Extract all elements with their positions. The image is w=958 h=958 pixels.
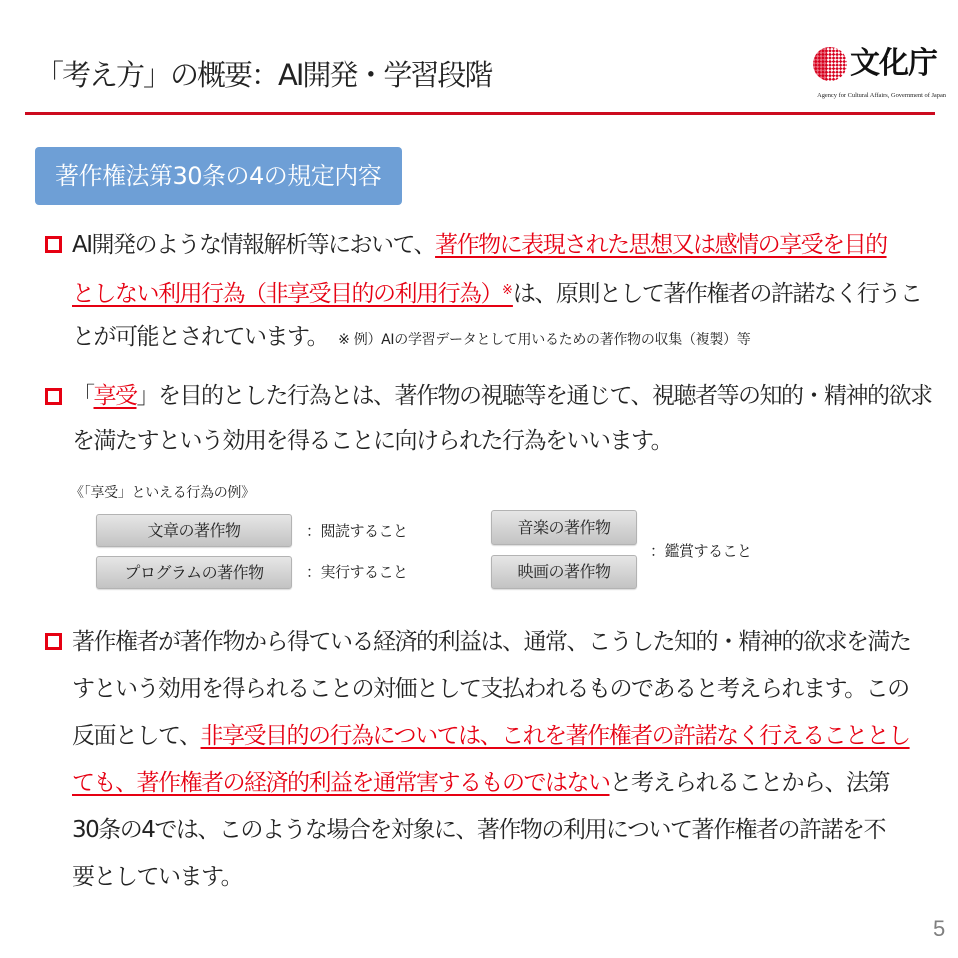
text-line [72,222,921,268]
bullet-paragraph-3 [72,619,911,901]
text-line [72,419,932,464]
work-label-music: 音楽の著作物 [491,510,637,545]
square-bullet-icon [45,236,62,253]
checkered-circle-icon [812,46,848,82]
text-segment: 著作権者が著作物から得ている経済的利益は、通常、こうした知的・精神的欲求を満た [72,629,911,655]
action-label-execution: ：実行すること [306,563,408,581]
text-segment: 反面として、 [72,723,201,749]
text-segment: は、原則として著作権者の許諾なく行うこ [512,281,922,307]
square-bullet-icon [45,633,62,650]
logo-subtitle: Agency for Cultural Affairs, Government of Japan [817,92,946,99]
text-line [72,314,921,360]
text-segment: 」を目的とした行為とは、著作物の視聴等を通じて、視聴者等の知的・精神的欲求 [136,383,932,409]
emphasized-text: ても、著作権者の経済的利益を通常害するものではない [72,770,610,796]
text-segment: AI開発のような情報解析等において、 [72,232,436,258]
text-line [72,760,911,807]
title-divider [25,112,935,115]
page-number: 5 [933,916,946,941]
text-line [72,374,932,419]
text-segment: すという効用を得られることの対価として支払われるものであると考えられます。この [72,676,909,702]
text-segment: 「 [72,383,94,409]
footnote-example: ※ 例）AIの学習データとして用いるための著作物の収集（複製）等 [338,332,751,348]
emphasized-text: 著作物に表現された思想又は感情の享受を目的 [435,232,887,258]
text-segment: と考えられることから、法第 [609,770,889,796]
examples-heading: 《「享受」といえる行為の例》 [70,485,255,501]
text-segment: としない利用行為（非享受目的の利用行為） [72,281,502,307]
action-label-reading: ：閲読すること [306,522,408,540]
text-line [72,666,911,713]
action-label-appreciation: ：鑑賞すること [650,542,752,560]
emphasized-text [72,281,513,307]
text-segment: 要としています。 [72,864,243,890]
section-label-text: 著作権法第30条の4の規定内容 [55,162,382,190]
text-line [72,854,911,901]
text-line [72,713,911,760]
work-label-program: プログラムの著作物 [96,556,292,589]
square-bullet-icon [45,388,62,405]
bullet-paragraph-1 [72,222,921,360]
footnote-mark: ※ [502,283,513,298]
text-line [72,619,911,666]
emphasized-text: 享受 [93,383,137,409]
text-segment: 30条の4では、このような場合を対象に、著作物の利用について著作権者の許諾を不 [72,817,885,843]
text-segment: とが可能とされています。 [72,324,329,350]
emphasized-text: 非享受目的の行為については、これを著作権者の許諾なく行えることとし [200,723,910,749]
work-label-film: 映画の著作物 [491,555,637,589]
text-line [72,807,911,854]
text-segment: を満たすという効用を得ることに向けられた行為をいいます。 [72,428,673,454]
slide-title: 「考え方」の概要：AI開発・学習段階 [35,58,492,92]
bullet-paragraph-2 [72,374,932,464]
text-line [72,268,921,314]
work-label-text: 文章の著作物 [96,514,292,547]
logo-wordmark: 文化庁 [850,46,937,81]
section-label [35,147,402,205]
